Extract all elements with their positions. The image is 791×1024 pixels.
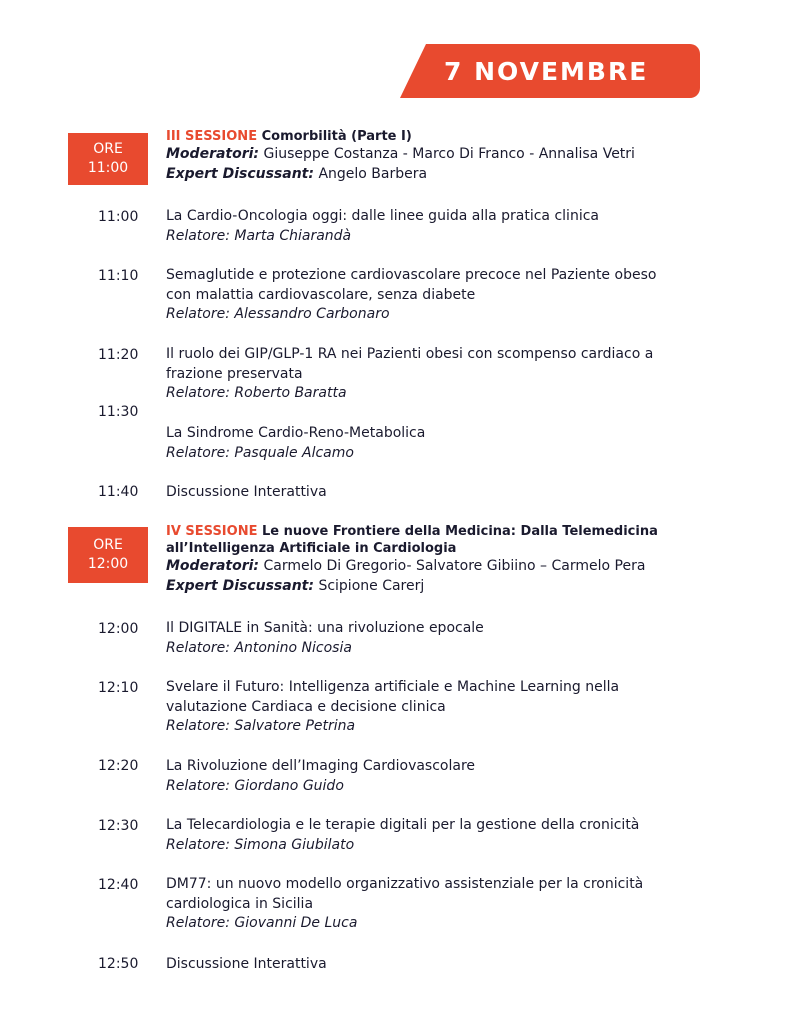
session-header	[166, 128, 726, 184]
talk-title-cont: cardiologica in Sicilia	[166, 895, 314, 912]
moderators: Carmelo Di Gregorio- Salvatore Gibiino – Carmelo Pera	[263, 558, 646, 574]
talk-time: 12:30	[98, 818, 139, 834]
talk-time: 12:00	[98, 621, 139, 637]
moderators-label: Moderatori:	[166, 558, 260, 574]
talk-speaker: Relatore: Simona Giubilato	[166, 836, 355, 853]
session-time-badge	[68, 527, 148, 583]
session-number: III SESSIONE	[166, 129, 258, 144]
page-title: 7 NOVEMBRE	[444, 57, 649, 86]
session-title	[166, 523, 726, 540]
talk-time: 12:20	[98, 758, 139, 774]
talk-item	[166, 955, 726, 975]
talk-time: 12:50	[98, 956, 139, 972]
talk-title-cont: frazione preservata	[166, 365, 303, 382]
moderators-line	[166, 557, 726, 577]
talk-time: 11:10	[98, 268, 139, 284]
expert-label: Expert Discussant:	[166, 165, 314, 182]
talk-item	[166, 266, 726, 325]
session-topic-cont: all’Intelligenza Artificiale in Cardiologia	[166, 541, 457, 556]
session-time-badge	[68, 133, 148, 185]
talk-speaker: Relatore: Marta Chiarandà	[166, 227, 352, 244]
expert-label: Expert Discussant:	[166, 577, 314, 594]
expert-line	[166, 165, 726, 185]
session-topic: Comorbilità (Parte I)	[261, 129, 412, 144]
ore-label: ORE	[93, 141, 123, 157]
talk-time: 11:30	[98, 404, 139, 420]
talk-title: La Rivoluzione dell’Imaging Cardiovascolare	[166, 758, 476, 774]
talk-title: Il ruolo dei GIP/GLP-1 RA nei Pazienti obesi con scompenso cardiaco a	[166, 346, 654, 362]
session-header	[166, 523, 726, 596]
talk-time: 11:00	[98, 209, 139, 225]
talk-title: Il DIGITALE in Sanità: una rivoluzione epocale	[166, 620, 484, 636]
ore-time: 12:00	[87, 556, 129, 572]
ore-label: ORE	[93, 537, 123, 553]
talk-item	[166, 816, 726, 855]
talk-speaker: Relatore: Pasquale Alcamo	[166, 444, 354, 461]
talk-title-cont: con malattia cardiovascolare, senza diabete	[166, 286, 476, 303]
talk-time: 11:20	[98, 347, 139, 363]
talk-time: 11:40	[98, 484, 139, 500]
talk-speaker: Relatore: Giovanni De Luca	[166, 915, 358, 931]
talk-title: La Telecardiologia e le terapie digitali per la gestione della cronicità	[166, 817, 640, 833]
talk-speaker: Relatore: Roberto Baratta	[166, 385, 347, 401]
session-number: IV SESSIONE	[166, 524, 258, 539]
talk-speaker: Relatore: Alessandro Carbonaro	[166, 306, 390, 322]
talk-title: La Sindrome Cardio-Reno-Metabolica	[166, 425, 426, 441]
talk-title-cont: valutazione Cardiaca e decisione clinica	[166, 698, 446, 715]
expert: Angelo Barbera	[318, 165, 428, 182]
talk-time: 12:40	[98, 877, 139, 893]
talk-title: DM77: un nuovo modello organizzativo assistenziale per la cronicità	[166, 876, 644, 892]
talk-title: Semaglutide e protezione cardiovascolare precoce nel Paziente obeso	[166, 267, 657, 283]
talk-item	[166, 207, 726, 246]
talk-speaker: Relatore: Salvatore Petrina	[166, 718, 356, 734]
talk-item	[166, 619, 726, 658]
session-topic: Le nuove Frontiere della Medicina: Dalla Telemedicina	[262, 524, 658, 539]
session-title	[166, 128, 726, 145]
moderators-label: Moderatori:	[166, 146, 260, 162]
talk-item	[166, 757, 726, 796]
talk-item	[166, 483, 726, 503]
expert-line	[166, 577, 726, 597]
talk-item	[166, 875, 726, 934]
talk-speaker: Relatore: Antonino Nicosia	[166, 639, 352, 656]
talk-speaker: Relatore: Giordano Guido	[166, 777, 344, 794]
ore-time: 11:00	[87, 160, 129, 176]
moderators: Giuseppe Costanza - Marco Di Franco - Annalisa Vetri	[263, 146, 635, 162]
talk-time: 12:10	[98, 680, 139, 696]
discussion-title: Discussione Interattiva	[166, 956, 327, 972]
talk-title: Svelare il Futuro: Intelligenza artificiale e Machine Learning nella	[166, 679, 620, 695]
talk-item	[166, 678, 726, 737]
expert: Scipione Carerj	[318, 577, 425, 594]
talk-item	[166, 424, 726, 463]
talk-title: La Cardio-Oncologia oggi: dalle linee guida alla pratica clinica	[166, 208, 599, 224]
discussion-title: Discussione Interattiva	[166, 484, 327, 500]
moderators-line	[166, 145, 726, 165]
talk-item	[166, 345, 726, 404]
